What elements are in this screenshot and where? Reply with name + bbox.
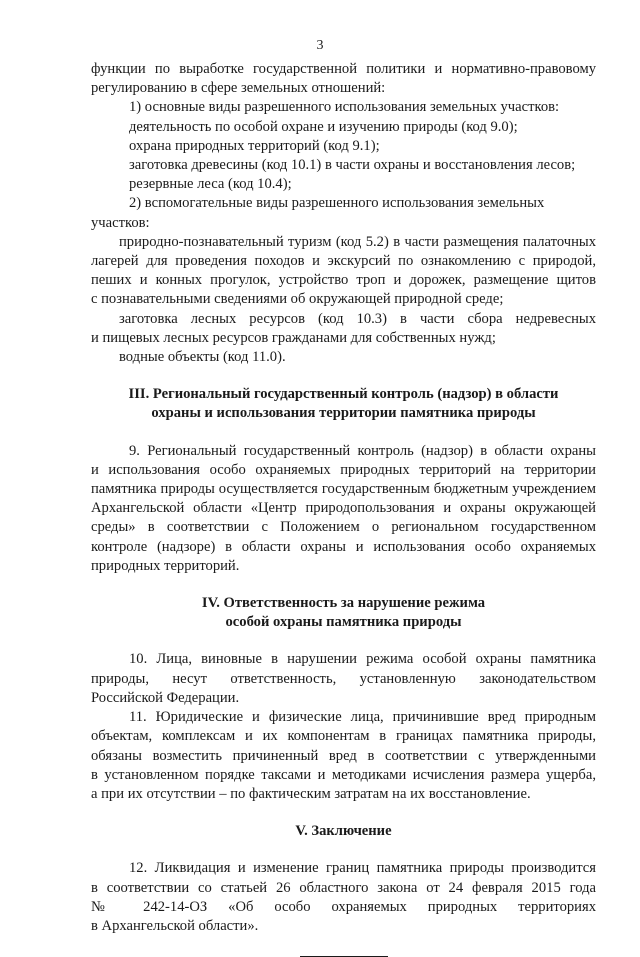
paragraph-11 [91,708,596,804]
text-line: природы, несут ответственность, установленную законодательством [91,670,596,687]
text-line: обязаны возместить причиненный вред в соответствии с утвержденными [91,747,596,764]
list-title: 2) вспомогательные виды разрешенного использования земельных участков: [91,195,545,231]
text-line: Российской Федерации. [91,689,240,706]
page-number: 3 [316,38,324,53]
section-4-heading [91,594,596,632]
list-item: заготовка древесины (код 10.1) в части охраны и восстановления лесов; [129,157,576,174]
text-line: и использования особо охраняемых природных территорий на территории [91,461,596,478]
list-title: 1) основные виды разрешенного использования земельных участков: [129,99,560,116]
heading-line: III. Региональный государственный контроль (надзор) в области [128,386,559,403]
text-line: и пищевых лесных ресурсов гражданами для собственных нужд; [91,329,496,346]
list-item: водные объекты (код 11.0). [119,349,286,366]
text-line: 9. Региональный государственный контроль (надзор) в области охраны [129,442,596,459]
text-line: функции по выработке государственной политики и нормативно-правовому [91,61,596,77]
text-line: 10. Лица, виновные в нарушении режима особой охраны памятника [129,651,596,668]
list-item: деятельность по особой охране и изучению природы (код 9.0); [129,118,518,135]
heading-line: особой охраны памятника природы [225,614,462,631]
paragraph-9 [91,442,596,576]
text-line: Архангельской области «Центр природопользования и охраны окружающей [91,500,596,517]
text-line: заготовка лесных ресурсов (код 10.3) в части сбора недревесных [119,310,596,327]
heading-line: охраны и использования территории памятника природы [151,405,536,422]
text-line: с познавательными сведениями об окружающей природной среде; [91,291,504,308]
text-line: лагерей для проведения походов и экскурсий по ознакомлению с природой, [91,253,596,270]
list-item: охрана природных территорий (код 9.1); [129,137,380,154]
main-uses-list [91,98,596,194]
text-line: объектам, комплексам и их компонентам в границах памятника природы, [91,728,596,745]
heading-line: V. Заключение [295,823,392,840]
text-line: 11. Юридические и физические лица, причинившие вред природным [129,709,596,726]
text-line: пеших и конных прогулок, устройство троп и дорожек, размещение щитов [91,272,596,289]
section-5-heading [91,822,596,841]
paragraph-10 [91,650,596,708]
text-line: природно-познавательный туризм (код 5.2) в части размещения палаточных [119,233,596,250]
text-line: а при их отсутствии – по фактическим затратам на их восстановление. [91,785,531,802]
intro-paragraph [91,60,596,98]
text-line: природных территорий. [91,557,240,574]
heading-line: IV. Ответственность за нарушение режима [201,595,486,612]
text-line: № 242-14-ОЗ «Об особо охраняемых природных территориях [91,898,596,915]
document-body [91,60,596,957]
text-line: в установленном порядке таксами и методиками исчисления размера ущерба, [91,766,596,783]
list-item: резервные леса (код 10.4); [129,176,292,193]
paragraph-12 [91,859,596,936]
text-line: 12. Ликвидация и изменение границ памятника природы производится [129,860,596,877]
text-line: контроле (надзоре) в области охраны и использования особо охраняемых [91,538,596,555]
text-line: памятника природы осуществляется государственным бюджетным учреждением [91,481,596,498]
text-line: в соответствии со статьей 26 областного закона от 24 февраля 2015 года [91,879,596,896]
text-line: среды» в соответствии с Положением о региональном государственном [91,519,596,536]
auxiliary-uses-list [91,194,596,367]
section-3-heading [91,385,596,423]
text-line: в Архангельской области». [91,917,259,934]
text-line: регулированию в сфере земельных отношений: [91,80,386,97]
